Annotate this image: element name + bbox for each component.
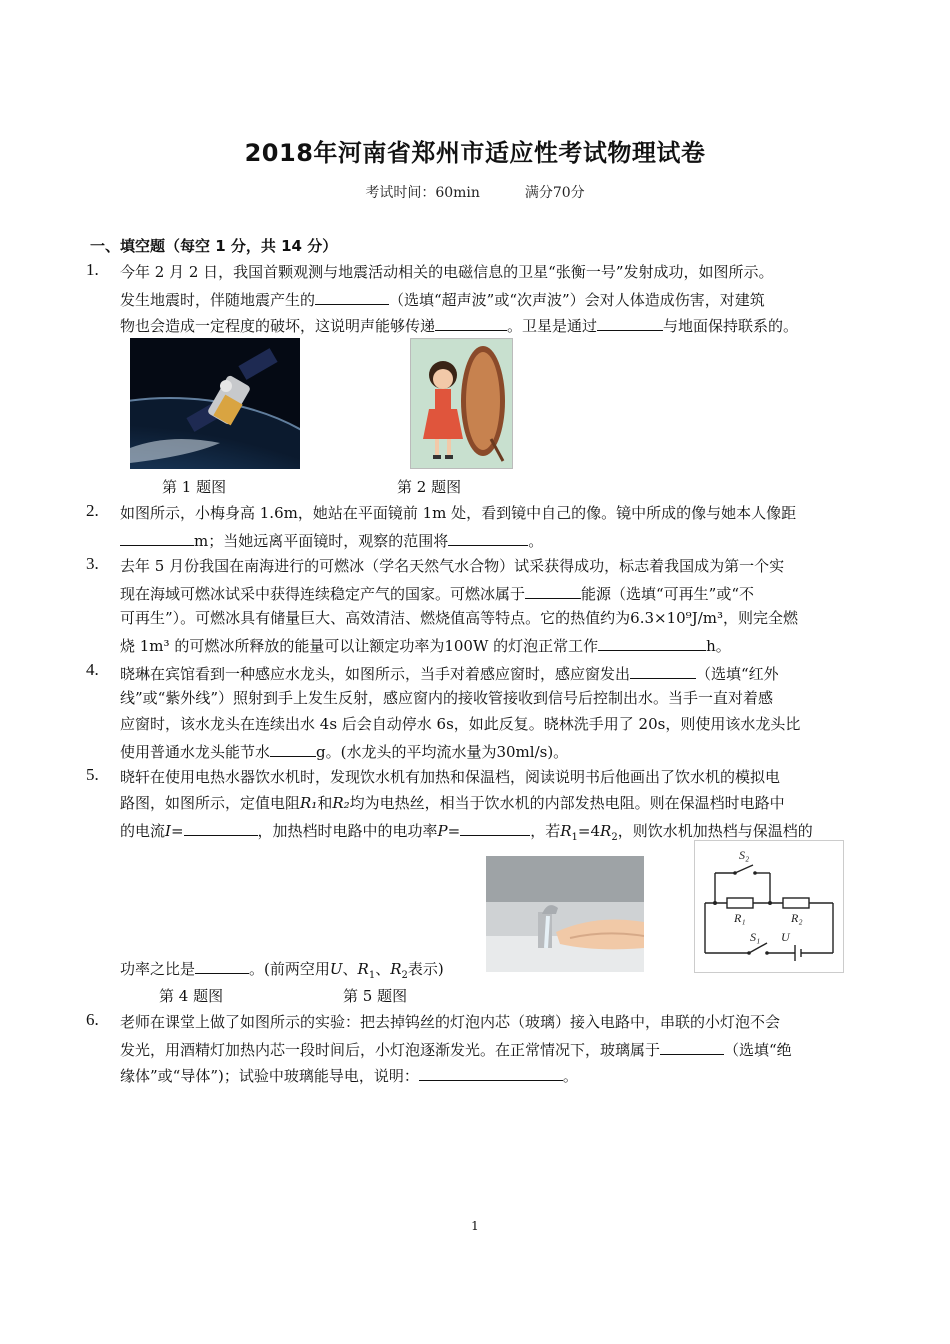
figure-4-caption: 第 4 题图 (159, 987, 224, 1005)
label-r2: R₂ (791, 911, 803, 925)
q4-line-3: 应窗时，该水龙头在连续出水 4s 后会自动停水 6s，如此反复。晓林洗手用了 20s，则使用该水龙头比 (120, 715, 801, 733)
q5-line-4: 功率之比是 。(前两空用U、$R_1$、$R_2$表示) (120, 957, 444, 986)
answer-blank[interactable] (525, 582, 581, 599)
q5-line-3: 的电流I= ，加热档时电路中的电功率P= ，若$R_1=4R_2$，则饮水机加热档与保温档的 (120, 819, 813, 848)
question-number-1: 1. (86, 260, 99, 279)
question-number-6: 6. (86, 1010, 99, 1029)
q5-line-2: 路图，如图所示，定值电阻R₁和R₂均为电热丝，相当于饮水机的内部发热电阻。则在保温档时电路中 (120, 794, 785, 812)
section-heading: 一、填空题（每空 1 分，共 14 分） (90, 237, 338, 255)
figure-2-caption: 第 2 题图 (397, 478, 462, 496)
answer-blank[interactable] (195, 957, 249, 974)
q1-line-2: 发生地震时，伴随地震产生的 （选填“超声波”或“次声波”）会对人体造成伤害，对建筑 (120, 288, 765, 310)
q3-line-1: 去年 5 月份我国在南海进行的可燃冰（学名天然气水合物）试采获得成功，标志着我国成为第一个实 (120, 557, 785, 575)
q3-line-3: 可再生”）。可燃冰具有储量巨大、高效清洁、燃烧值高等特点。它的热值约为6.3×10⁹J/m³，则完全燃 (120, 609, 798, 627)
label-u: U (781, 930, 790, 944)
answer-blank[interactable] (630, 662, 696, 679)
answer-blank[interactable] (660, 1038, 724, 1055)
q1-line-1: 今年 2 月 2 日，我国首颗观测与地震活动相关的电磁信息的卫星“张衡一号”发射成功，如图所示。 (120, 263, 774, 281)
exam-time: 考试时间：60min (365, 185, 480, 201)
q4-line-1: 晓琳在宾馆看到一种感应水龙头，如图所示，当手对着感应窗时，感应窗发出 （选填“红外 (120, 662, 779, 684)
question-number-4: 4. (86, 660, 99, 679)
answer-blank[interactable] (120, 529, 194, 546)
label-s1: S₁ (750, 930, 761, 944)
girl-mirror-image (410, 338, 513, 469)
answer-blank[interactable] (270, 740, 316, 757)
figure-1-caption: 第 1 题图 (162, 478, 227, 496)
exam-score: 满分70分 (524, 185, 585, 201)
figure-5-caption: 第 5 题图 (343, 987, 408, 1005)
q3-line-2: 现在海域可燃冰试采中获得连续稳定产气的国家。可燃冰属于 能源（选填“可再生”或“不 (120, 582, 754, 604)
answer-blank[interactable] (315, 288, 389, 305)
q6-line-3: 缘体”或“导体”)；试验中玻璃能导电，说明： 。 (120, 1064, 578, 1086)
q4-line-2: 线”或“紫外线”）照射到手上发生反射，感应窗内的接收管接收到信号后控制出水。当手一直对着感 (120, 689, 774, 707)
q6-line-1: 老师在课堂上做了如图所示的实验：把去掉钨丝的灯泡内芯（玻璃）接入电路中，串联的小灯泡不会 (120, 1013, 781, 1031)
page-title: 2018年河南省郑州市适应性考试物理试卷 (244, 139, 706, 167)
question-number-3: 3. (86, 554, 99, 573)
label-r1: R₁ (734, 911, 746, 925)
answer-blank[interactable] (435, 314, 507, 331)
q3-line-4: 烧 1m³ 的可燃冰所释放的能量可以让额定功率为100W 的灯泡正常工作 h。 (120, 634, 731, 656)
q2-line-1: 如图所示，小梅身高 1.6m，她站在平面镜前 1m 处，看到镜中自己的像。镜中所成的像与她本人像距 (120, 504, 797, 522)
q2-line-2: m；当她远离平面镜时，观察的范围将 。 (120, 529, 543, 551)
q4-line-4: 使用普通水龙头能节水 g。(水龙头的平均流水量为30ml/s)。 (120, 740, 568, 762)
q5-line-1: 晓轩在使用电热水器饮水机时，发现饮水机有加热和保温档，阅读说明书后他画出了饮水机的模拟电 (120, 768, 781, 786)
faucet-image (486, 856, 644, 972)
answer-blank[interactable] (448, 529, 528, 546)
circuit-diagram (694, 840, 844, 973)
page-number: 1 (471, 1219, 479, 1233)
question-number-5: 5. (86, 765, 99, 784)
answer-blank[interactable] (598, 634, 706, 651)
q1-line-3: 物也会造成一定程度的破坏，这说明声能够传递 。卫星是通过 与地面保持联系的。 (120, 314, 798, 336)
answer-blank[interactable] (460, 819, 530, 836)
q6-line-2: 发光，用酒精灯加热内芯一段时间后，小灯泡逐渐发光。在正常情况下，玻璃属于 （选填“绝 (120, 1038, 792, 1060)
answer-blank[interactable] (419, 1064, 563, 1081)
answer-blank[interactable] (184, 819, 258, 836)
question-number-2: 2. (86, 501, 99, 520)
label-s2: S₂ (739, 848, 750, 862)
answer-blank[interactable] (597, 314, 663, 331)
satellite-image (130, 338, 300, 469)
exam-info (0, 182, 950, 202)
